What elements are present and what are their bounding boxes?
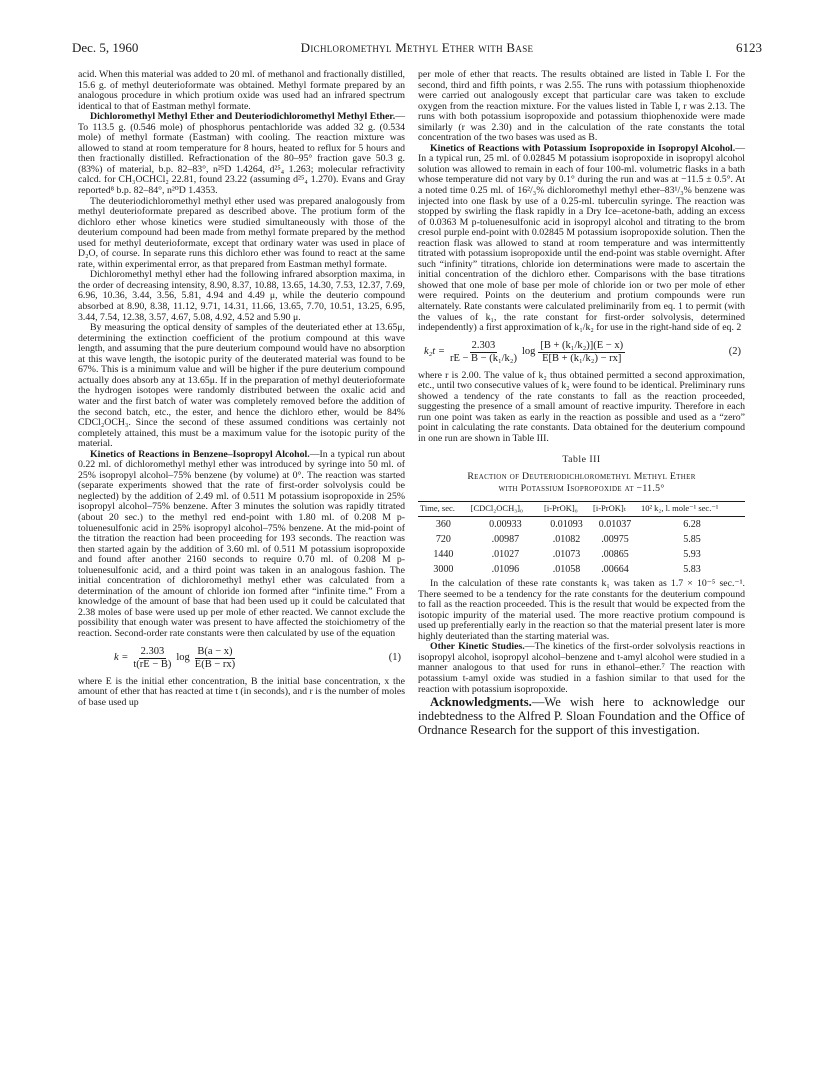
subheading: Acknowledgments. bbox=[430, 695, 532, 710]
table-cell: .00975 bbox=[601, 534, 629, 546]
eq-lhs: k = bbox=[114, 651, 129, 663]
paragraph: where E is the initial ether concentration, B the initial base concentration, x the amount of ether that has reacted at time t (in seconds), and r is the number of moles of base used up bbox=[78, 675, 406, 708]
header-title: Dichloromethyl Methyl Ether with Base bbox=[300, 40, 534, 55]
equation-2 bbox=[418, 340, 745, 365]
table-cell: 0.01037 bbox=[598, 519, 632, 531]
right-column bbox=[418, 70, 745, 738]
eq-numerator: B(a − x) bbox=[197, 645, 233, 657]
eq-numerator: [B + (k₁/k₂)](E − x) bbox=[540, 339, 624, 351]
eq-log-fraction bbox=[193, 646, 237, 671]
table-header-row bbox=[418, 502, 745, 517]
subheading: Kinetics of Reactions in Benzene–Isopropyl Alcohol. bbox=[90, 448, 310, 460]
paragraph: per mole of ether that reacts. The results obtained are listed in Table I. For the second, third and fifth points, r was 2.55. The runs with potassium thiophenoxide were carried out analogously except that particular care was taken to exclude oxygen from the reaction mixture. For the values listed in Table I, r was 2.13. The runs with both potassium isopropoxide and potassium thiophenoxide were made similarly (r was 2.30) and in the calculation of the rate constants the total concentration of the two bases was used as B. bbox=[418, 69, 745, 144]
subheading: Dichloromethyl Methyl Ether and Deuteriodichloromethyl Methyl Ether. bbox=[90, 111, 396, 123]
table-row bbox=[418, 562, 745, 579]
table-cell: 3000 bbox=[433, 564, 454, 576]
table-row bbox=[418, 532, 745, 547]
eq-denominator: E(B − rx) bbox=[194, 658, 236, 670]
table-caption bbox=[418, 471, 745, 495]
eq-denominator: rE − B − (k₁/k₂) bbox=[449, 352, 517, 364]
eq-denominator: E[B + (k₁/k₂) − rx] bbox=[542, 352, 622, 364]
table-caption-line: with Potassium Isopropoxide at −11.5° bbox=[498, 483, 665, 495]
data-table bbox=[418, 501, 745, 579]
paragraph-text: —The kinetics of the first-order solvolysis reactions in isopropyl alcohol, isopropyl alcohol–benzene and t-amyl alcohol were studied in a manner analogous to that used for runs in ethanol–ether.⁷ The reaction with potassium t-amyl oxide was studied in a fashion similar to that used for the reaction with potassium isopropoxide. bbox=[418, 641, 745, 695]
table-cell: .01096 bbox=[491, 564, 520, 576]
column-header: [CDCl₂OCH₃]₀ bbox=[469, 502, 542, 517]
table-cell: .01073 bbox=[552, 549, 581, 561]
paragraph bbox=[418, 642, 745, 695]
eq-fraction bbox=[448, 340, 519, 365]
paragraph: The deuteriodichloromethyl methyl ether used was prepared analogously from methyl deuterioformate prepared as described above. The protium form of the dichloro ether whose kinetics were studied simultaneously with those of the deuterium compound had been made from methyl formate prepared by the method used for methyl deuterioformate, except that ordinary water was used in place of D₂O, of course. In separate runs this dichloro ether was found to react at the same rate, within experimental error, as that prepared from Eastman methyl formate. bbox=[78, 195, 405, 270]
paragraph-text: —We wish here to acknowledge our indebtedness to the Alfred P. Sloan Foundation and the Office of Ordnance Research for the support of this investigation. bbox=[418, 695, 745, 738]
subheading: Other Kinetic Studies. bbox=[430, 641, 525, 653]
subheading: Kinetics of Reactions with Potassium Isopropoxide in Isopropyl Alcohol. bbox=[430, 142, 736, 154]
table-caption-line: Reaction of Deuteriodichloromethyl Methyl Ether bbox=[467, 471, 696, 483]
table-title: Table III bbox=[562, 453, 601, 465]
table-cell: 1440 bbox=[433, 549, 454, 561]
table-cell: 5.83 bbox=[683, 564, 701, 576]
paragraph: In the calculation of these rate constants k₁ was taken as 1.7 × 10⁻⁵ sec.⁻¹. There seemed to be a tendency for the rate constants for the deuterium compound to fall as the reaction proceeded. This is the result that would be expected from the isotopic impurity of the material used. The more reactive protium compound is used up preferentially early in the reaction so that the material present later is more highly deuteriated than the starting material was. bbox=[418, 578, 745, 642]
table-cell: 5.93 bbox=[683, 549, 701, 561]
column-header: [i-PrOK]ₜ bbox=[591, 502, 639, 517]
table-cell: .01027 bbox=[491, 549, 520, 561]
equation-number: (2) bbox=[728, 345, 741, 357]
column-header: [i-PrOK]₀ bbox=[542, 502, 591, 517]
page-header bbox=[72, 40, 762, 58]
table-cell: 5.85 bbox=[683, 534, 701, 546]
table-cell: 720 bbox=[435, 534, 451, 546]
eq-numerator: 2.303 bbox=[140, 645, 165, 657]
eq-fraction bbox=[131, 646, 173, 671]
paragraph: By measuring the optical density of samples of the deuteriated ether at 13.65μ, determining the extinction coefficient of the protium compound at this wave length, and assuming that the pure deuterium compound would have no absorption at this wave length, the isotopic purity of the deuterated material was found to be 67%. This is a minimum value and will be higher if the pure deuterium compound actually does absorb any at 13.65μ. If in the preparation of methyl deuterioformate the hydrogen isotopes were randomly distributed between the oxalic acid and water and the first batch of water was completely removed before the addition of the second batch, etc., the ester, and hence the dichloro ether, would be 84% CDCl₂OCH₃. Since the second of these assumed conditions was certainly not completely attained, this must be a maximum value for the isotopic purity of the material. bbox=[78, 322, 405, 450]
table-cell: .00987 bbox=[491, 534, 520, 546]
paragraph-text: —In a typical run about 0.22 ml. of dichloromethyl methyl ether was introduced by syringe into 50 ml. of 25% isopropyl alcohol–75% benzene (by volume) at 0°. The reaction was started (separate experiments showed that the rate of first-order solvolysis could be neglected) by the addition of 2.49 ml. of 0.511 M potassium isopropoxide in 25% isopropyl alcohol–75% benzene. After 3 minutes the solution was rapidly titrated (about 20 sec.) to the methyl red end-point with 1.80 ml. of 0.208 M p-toluenesulfonic acid in 25% isopropyl alcohol–75% benzene. At the mid-point of the titration the reaction had been proceeding for 193 seconds. The reaction was then started again by the addition of 3.60 ml. of 0.511 M potassium isopropoxide and found after another 2160 seconds to require 0.70 ml. of 0.208 M p-toluenesulfonic acid, and a third point was taken in an analogous fashion. The initial concentration of dichloromethyl methyl ether was calculated from a determination of the amount of chloride ion formed after “infinite time.” From a knowledge of the amount of base that had been used up it could be calculated that 2.38 moles of base were used up per mole of ether reacted. We cannot exclude the possibility that enough water was present to have affected the stoichiometry of the reaction. Second-order rate constants were then calculated by use of the equation bbox=[78, 448, 405, 639]
eq-log-fraction bbox=[538, 340, 625, 365]
header-date: Dec. 5, 1960 bbox=[72, 40, 139, 55]
column-header: Time, sec. bbox=[418, 502, 469, 517]
eq-log: log bbox=[521, 345, 536, 357]
eq-denominator: t(rE − B) bbox=[133, 658, 172, 670]
equation-number: (1) bbox=[388, 651, 401, 663]
left-column bbox=[78, 70, 405, 708]
paragraph-text: —In a typical run, 25 ml. of 0.02845 M potassium isopropoxide in isopropyl alcohol solution was allowed to remain in each of four 100-ml. volumetric flasks in a bath whose temperature did not vary by 0.1° during the run and was at −11.5 ± 0.5°. At a noted time 0.25 ml. of 16²/₃% dichloromethyl methyl ether–83¹/₃% benzene was injected into one flask by use of a 0.25-ml. tuberculin syringe. The reaction was stopped by swirling the flask rapidly in a Dry Ice–acetone-bath, adding an excess of 0.0363 M p-toluenesulfonic acid in isopropyl alcohol and titrating to the brom cresol purple end-point with 0.02845 M potassium isopropoxide solution. Then the reaction flask was allowed to stand at room temperature and was intermittently titrated with potassium isopropoxide until the end-point was stable overnight. After such “infinity” titrations, chloride ion determinations were made to ascertain the initial concentration of the dichloro ether. Comparisons with the base titrations showed that one mole of base per mole of chloride ion or two per mole of ether were required. Points on the deuterium and protium compounds were run alternately. Rate constants were calculated preliminarily from eq. 1 to permit (with the values of k₁, the rate constant for first-order solvolysis, determined independently) a first approximation of k₁/k₂ for use in the right-hand side of eq. 2 bbox=[418, 142, 745, 334]
table-row bbox=[418, 517, 745, 533]
paragraph-text: —To 113.5 g. (0.546 mole) of phosphorus pentachloride was added 32 g. (0.534 mole) of methyl formate (Eastman) with cooling. The reaction mixture was allowed to stand at room temperature for 8 hours, heated to reflux for 5 hours and then fractionally distilled. Refractionation of the 80–95° fraction gave 50.3 g. (83%) of material, b.p. 82–83°, n²⁵D 1.4264, d²⁵₄ 1.263; molecular refractivity calcd. for CH₃OCHCl₂ 22.81, found 23.22 (assuming d²⁵₄ 1.270). Evans and Gray reported⁸ b.p. 82–84°, n²⁰D 1.4353. bbox=[78, 111, 405, 197]
table-cell: 6.28 bbox=[683, 519, 701, 531]
column-header: 10² k₂, l. mole⁻¹ sec.⁻¹ bbox=[639, 502, 745, 517]
table-row bbox=[418, 547, 745, 562]
table-cell: .01082 bbox=[552, 534, 581, 546]
eq-log: log bbox=[176, 651, 190, 663]
table-cell: 360 bbox=[435, 519, 451, 531]
page-number: 6123 bbox=[736, 40, 762, 55]
eq-numerator: 2.303 bbox=[471, 339, 496, 351]
paragraph: Dichloromethyl methyl ether had the following infrared absorption maxima, in the order of decreasing intensity, 8.90, 8.37, 10.88, 13.65, 14.30, 7.53, 12.37, 7.69, 6.96, 10.36, 3.44, 3.56, 5.81, 4.94 and 4.49 μ, while the deuterio compound absorbed at 8.90, 8.38, 11.12, 9.71, 14.31, 11.66, 13.65, 7.70, 10.51, 13.25, 6.95, 3.44, 7.54, 12.38, 3.57, 4.67, 5.08, 4.92, 4.52 and 5.90 μ. bbox=[78, 269, 405, 323]
acknowledgments bbox=[418, 695, 745, 738]
eq-lhs: k₂t = bbox=[424, 345, 445, 357]
table-cell: .01058 bbox=[552, 564, 581, 576]
equation-1 bbox=[78, 646, 405, 671]
paragraph bbox=[78, 450, 405, 640]
table-cell: .00865 bbox=[601, 549, 629, 561]
paragraph: where r is 2.00. The value of k₂ thus obtained permitted a second approximation, etc., until two consecutive values of k₂ were found to be identical. Preliminary runs showed a tendency of the rate constants to fall as the reaction proceeded, suggesting the presence of a small amount of reactive impurity. Therefore in each run one point was taken as early in the reaction as possible and used as a “zero” point in calculating the rate constants. Data obtained for the deuterium compound in one run are shown in Table III. bbox=[418, 369, 745, 444]
table-cell: 0.00933 bbox=[489, 519, 522, 531]
paragraph: acid. When this material was added to 20 ml. of methanol and fractionally distilled, 15.6 g. of methyl deuterioformate was obtained. Methyl formate prepared by an analogous procedure in which protium oxide was used had an infrared spectrum identical to that of Eastman methyl formate. bbox=[78, 69, 405, 112]
paragraph bbox=[418, 144, 745, 334]
paragraph bbox=[78, 112, 405, 196]
table-cell: .00664 bbox=[601, 564, 629, 576]
table-cell: 0.01093 bbox=[550, 519, 583, 531]
